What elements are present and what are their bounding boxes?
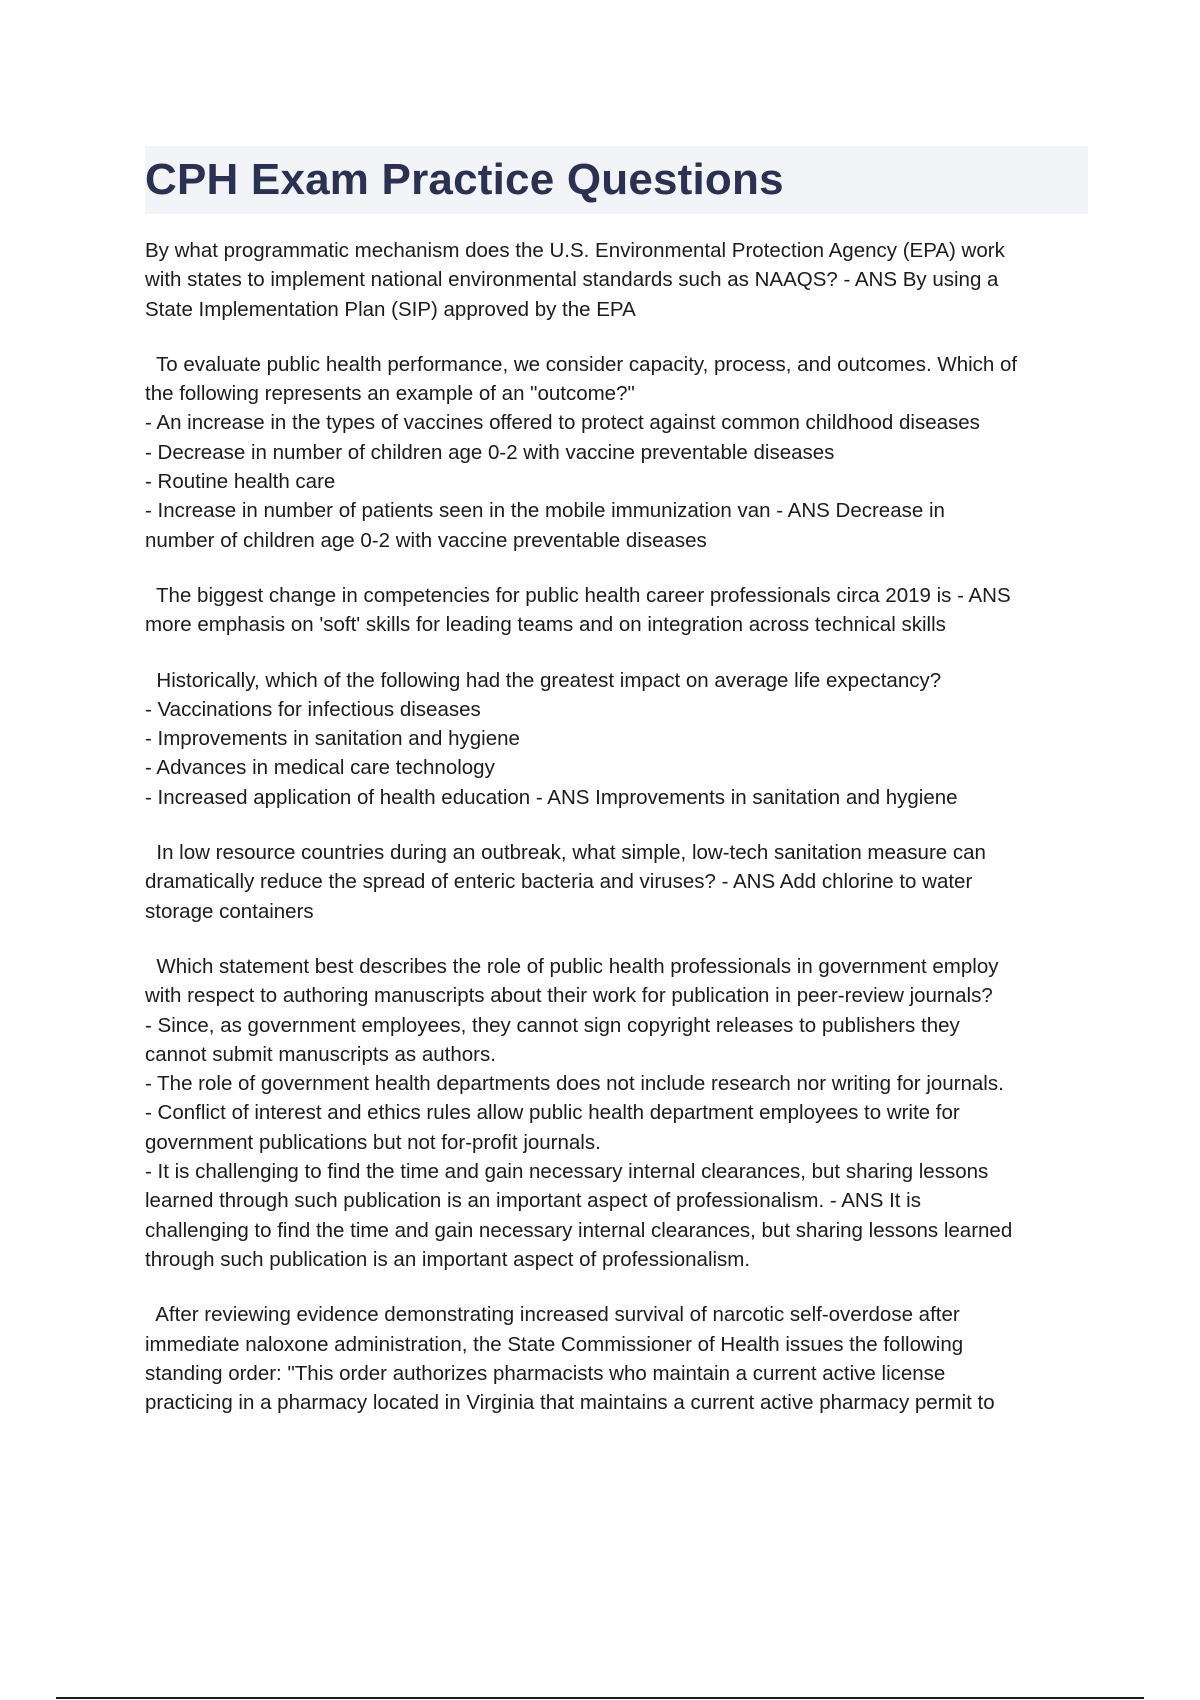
text-line: cannot submit manuscripts as authors. [145, 1042, 496, 1066]
question-block [145, 838, 1095, 926]
text-line: - Decrease in number of children age 0-2 with vaccine preventable diseases [145, 440, 835, 464]
text-line: dramatically reduce the spread of enteric bacteria and viruses? - ANS Add chlorine to water [145, 870, 973, 894]
text-line: with respect to authoring manuscripts about their work for publication in peer-review journals? [145, 984, 993, 1008]
question-block [145, 666, 1095, 812]
page-title: CPH Exam Practice Questions [145, 155, 784, 204]
text-line: storage containers [145, 899, 314, 923]
text-line: - Advances in medical care technology [145, 756, 495, 780]
text-line: - Routine health care [145, 470, 336, 494]
text-line: - Conflict of interest and ethics rules allow public health department employees to write for [145, 1101, 960, 1125]
question-block [145, 1300, 1095, 1417]
text-line: more emphasis on 'soft' skills for leading teams and on integration across technical skills [145, 613, 946, 637]
question-block [145, 581, 1095, 640]
text-line: Which statement best describes the role of public health professionals in government employ [145, 954, 999, 978]
text-line: learned through such publication is an important aspect of professionalism. - ANS It is [145, 1189, 921, 1213]
question-block [145, 350, 1095, 555]
text-line: challenging to find the time and gain necessary internal clearances, but sharing lessons learned [145, 1218, 1013, 1242]
text-line: through such publication is an important aspect of professionalism. [145, 1247, 751, 1271]
text-line: In low resource countries during an outbreak, what simple, low-tech sanitation measure can [145, 841, 986, 865]
text-line: the following represents an example of an "outcome?" [145, 382, 635, 406]
text-line: - Increased application of health education - ANS Improvements in sanitation and hygiene [145, 785, 958, 809]
text-line: To evaluate public health performance, we consider capacity, process, and outcomes. Which of [145, 352, 1018, 376]
text-line: - The role of government health departments does not include research nor writing for journals. [145, 1072, 1004, 1096]
text-line: - Improvements in sanitation and hygiene [145, 727, 520, 751]
text-line: - Increase in number of patients seen in the mobile immunization van - ANS Decrease in [145, 499, 945, 523]
text-line: State Implementation Plan (SIP) approved by the EPA [145, 297, 636, 321]
text-line: - Vaccinations for infectious diseases [145, 697, 481, 721]
text-line: - An increase in the types of vaccines offered to protect against common childhood diseases [145, 411, 980, 435]
text-line: immediate naloxone administration, the State Commissioner of Health issues the following [145, 1332, 964, 1356]
question-block [145, 952, 1095, 1274]
text-line: - Since, as government employees, they cannot sign copyright releases to publishers they [145, 1013, 960, 1037]
text-line: standing order: "This order authorizes pharmacists who maintain a current active license [145, 1361, 946, 1385]
text-line: After reviewing evidence demonstrating increased survival of narcotic self-overdose after [145, 1303, 960, 1327]
document-body [145, 236, 1095, 1443]
text-line: Historically, which of the following had the greatest impact on average life expectancy? [145, 668, 942, 692]
text-line: number of children age 0-2 with vaccine preventable diseases [145, 528, 707, 552]
text-line: with states to implement national environmental standards such as NAAQS? - ANS By using a [145, 268, 999, 292]
text-line: By what programmatic mechanism does the U.S. Environmental Protection Agency (EPA) work [145, 239, 1005, 262]
footer-rule [56, 1697, 1144, 1699]
question-block [145, 236, 1095, 324]
text-line: practicing in a pharmacy located in Virginia that maintains a current active pharmacy permit to [145, 1391, 995, 1415]
text-line: The biggest change in competencies for public health career professionals circa 2019 is - ANS [145, 583, 1011, 607]
text-line: - It is challenging to find the time and gain necessary internal clearances, but sharing lessons [145, 1160, 989, 1184]
text-line: government publications but not for-profit journals. [145, 1130, 601, 1154]
